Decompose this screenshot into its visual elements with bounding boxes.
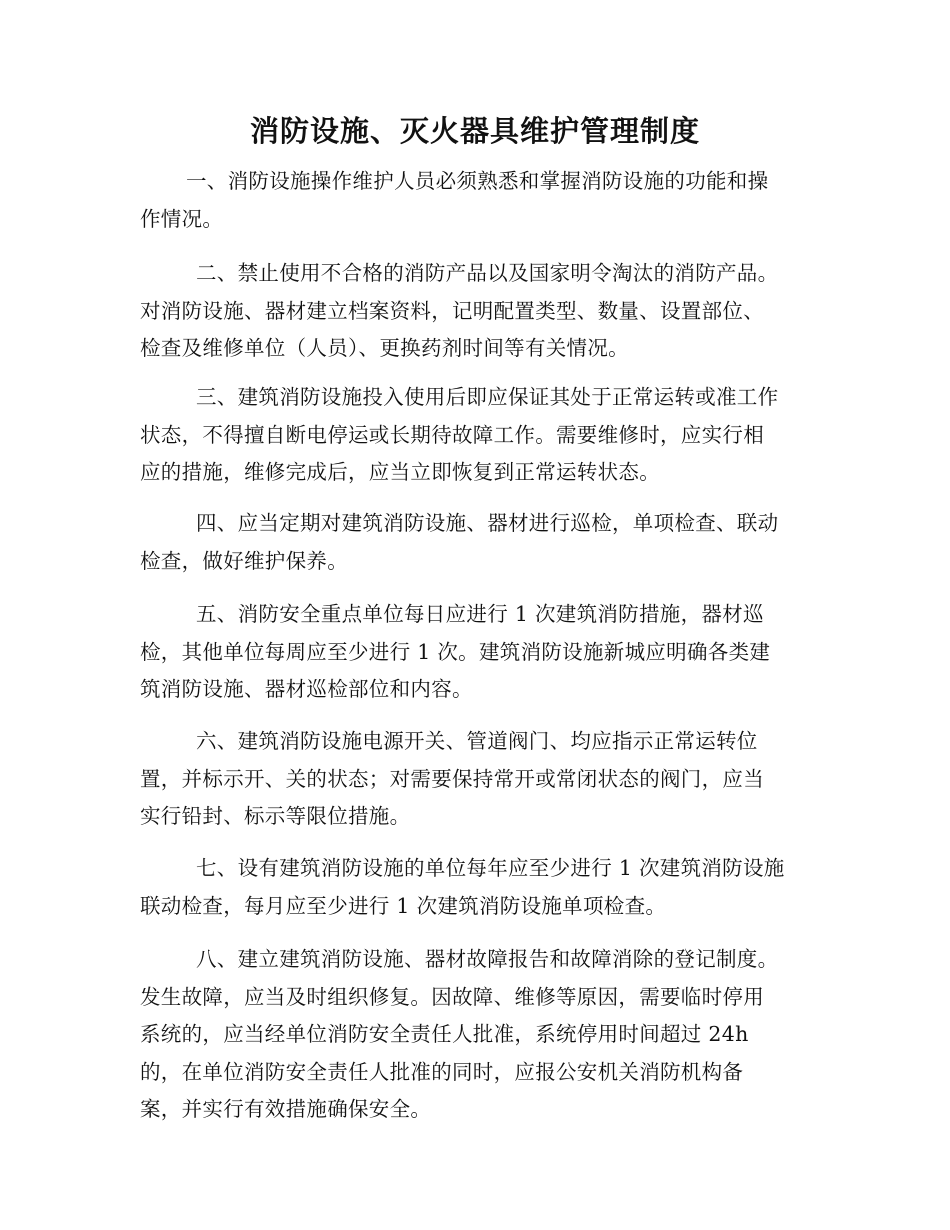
paragraph-3-line-3: 应的措施，维修完成后，应当立即恢复到正常运转状态。 (140, 460, 660, 484)
paragraph-5-line-3: 筑消防设施、器材巡检部位和内容。 (140, 677, 473, 701)
paragraph-4-line-2: 检查，做好维护保养。 (140, 548, 348, 573)
paragraph-5-line-1: 五、消防安全重点单位每日应进行 1 次建筑消防措施，器材巡 (196, 602, 764, 626)
paragraph-2-line-2: 对消防设施、器材建立档案资料，记明配置类型、数量、设置部位、 (140, 298, 764, 323)
paragraph-5-line-2: 检，其他单位每周应至少进行 1 次。建筑消防设施新城应明确各类建 (140, 639, 771, 664)
paragraph-8 (140, 941, 820, 1129)
paragraph-1-line-2: 作情况。 (140, 206, 224, 231)
paragraph-4-line-1: 四、应当定期对建筑消防设施、器材进行巡检，单项检查、联动 (196, 511, 779, 535)
paragraph-8-line-5: 案，并实行有效措施确保安全。 (140, 1097, 432, 1121)
paragraph-7-line-2: 联动检查，每月应至少进行 1 次建筑消防设施单项检查。 (140, 893, 667, 918)
paragraph-1 (140, 163, 820, 238)
paragraph-8-line-3: 系统的，应当经单位消防安全责任人批准，系统停用时间超过 24h (140, 1022, 749, 1046)
paragraph-6-line-1: 六、建筑消防设施电源开关、管道阀门、均应指示正常运转位 (196, 729, 758, 753)
paragraph-3-line-2: 状态，不得擅自断电停运或长期待故障工作。需要维修时，应实行相 (140, 422, 764, 447)
paragraph-8-line-2: 发生故障，应当及时组织修复。因故障、维修等原因，需要临时停用 (140, 984, 764, 1009)
paragraph-3-line-1: 三、建筑消防设施投入使用后即应保证其处于正常运转或准工作 (196, 385, 779, 409)
paragraph-7-line-1: 七、设有建筑消防设施的单位每年应至少进行 1 次建筑消防设施 (196, 856, 785, 880)
document-title: 消防设施、灭火器具维护管理制度 (249, 114, 700, 148)
paragraph-8-line-1: 八、建立建筑消防设施、器材故障报告和故障消除的登记制度。 (196, 947, 779, 971)
paragraph-6-line-2: 置，并标示开、关的状态；对需要保持常开或常闭状态的阀门，应当 (140, 766, 764, 791)
paragraph-4 (140, 505, 820, 580)
paragraph-7 (140, 850, 820, 925)
paragraph-3 (140, 379, 820, 492)
paragraph-2-line-1: 二、禁止使用不合格的消防产品以及国家明令淘汰的消防产品。 (196, 261, 779, 285)
paragraph-6-line-3: 实行铅封、标示等限位措施。 (140, 804, 411, 828)
paragraph-5 (140, 596, 820, 709)
paragraph-1-line-1: 一、消防设施操作维护人员必须熟悉和掌握消防设施的功能和操 (186, 169, 769, 193)
paragraph-8-line-4: 的，在单位消防安全责任人批准的同时，应报公安机关消防机构备 (140, 1059, 744, 1084)
paragraph-6 (140, 723, 820, 836)
paragraph-2-line-3: 检查及维修单位（人员）、更换药剂时间等有关情况。 (140, 336, 629, 360)
paragraph-2 (140, 255, 820, 368)
